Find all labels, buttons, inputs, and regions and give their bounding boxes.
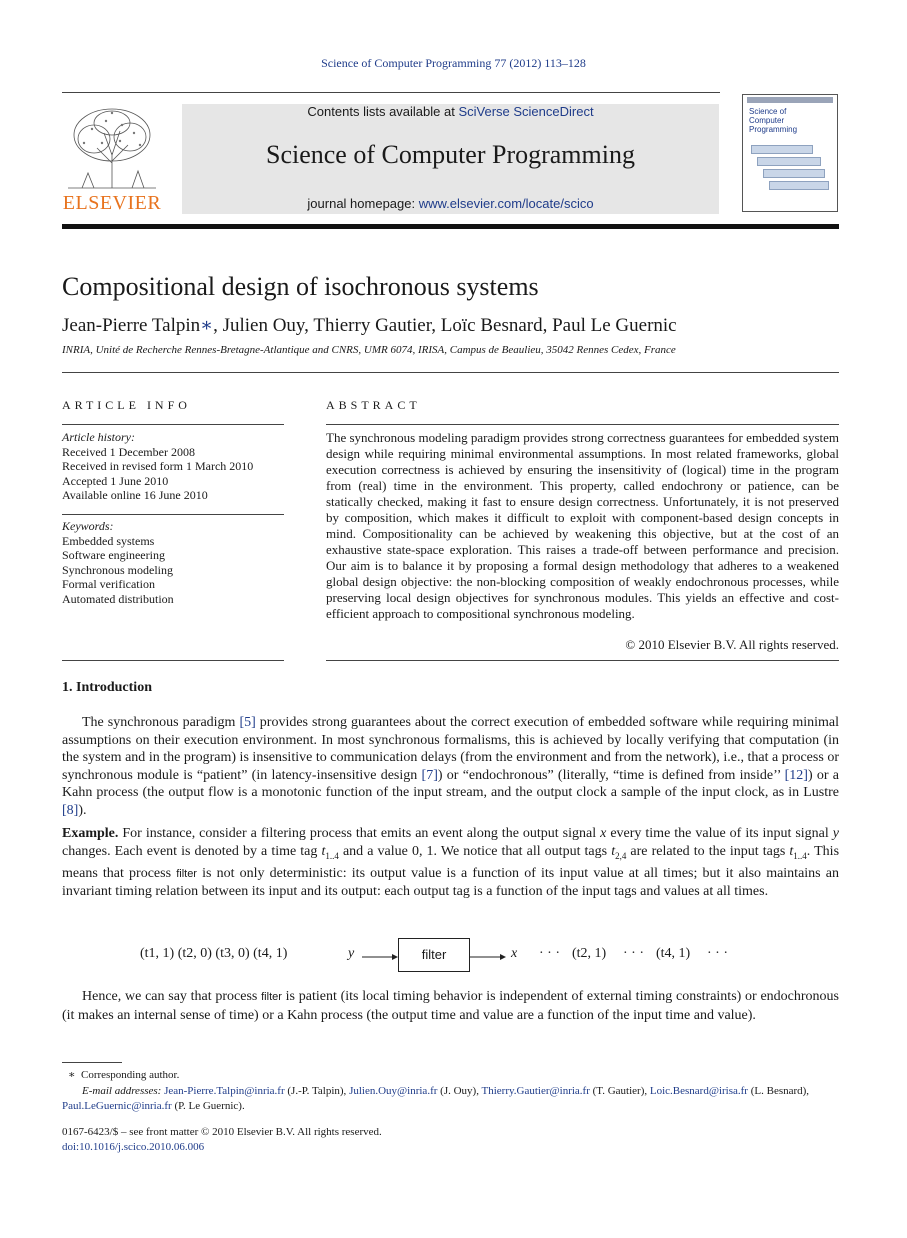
- email-owner: (L. Besnard),: [747, 1084, 810, 1097]
- abstract-heading: ABSTRACT: [326, 398, 421, 412]
- input-stream: (t1, 1) (t2, 0) (t3, 0) (t4, 1): [140, 946, 288, 961]
- example-label: Example.: [62, 826, 119, 841]
- keyword-item: Software engineering: [62, 548, 165, 562]
- arrow-right-icon: [362, 953, 398, 961]
- keyword-item: Automated distribution: [62, 591, 174, 606]
- cover-graphic: [757, 157, 821, 166]
- homepage-line: [182, 196, 719, 211]
- text-span: ).: [78, 802, 87, 818]
- citation-link[interactable]: [5]: [239, 715, 256, 730]
- text-span: are related to the input tags: [626, 843, 790, 859]
- author-first: Jean-Pierre Talpin: [62, 315, 201, 336]
- affiliation: INRIA, Unité de Recherche Rennes-Bretagne-Atlantique and CNRS, UMR 6074, IRISA, Campus de Beaulieu, 35042 Rennes Cedex, France: [62, 344, 676, 356]
- email-link[interactable]: Julien.Ouy@inria.fr: [349, 1084, 438, 1097]
- history-label: Article history:: [62, 430, 135, 444]
- output-event: (t2, 1): [572, 946, 607, 961]
- elsevier-wordmark: ELSEVIER: [62, 192, 162, 214]
- example-paragraph: [62, 825, 839, 901]
- email-label: E-mail addresses:: [82, 1084, 162, 1097]
- text-span: ) or “endochronous” (literally, “time is defined from inside’’: [437, 767, 785, 783]
- contents-prefix: Contents lists available at: [307, 104, 459, 119]
- filter-diagram: [62, 935, 839, 975]
- cover-graphic: [763, 169, 825, 178]
- math-var: t: [789, 843, 794, 859]
- section-heading: 1. Introduction: [62, 680, 152, 695]
- article-info-bottom-rule: [62, 660, 284, 661]
- front-matter: [62, 1125, 382, 1155]
- text-span: is patient (its local timing behavior is independent of external timing constraints) or endochronous (it makes an internal sense of time) or a Kahn process (the output time and value are a function of the input time and value).: [62, 989, 839, 1023]
- journal-banner: [182, 104, 719, 214]
- tree-icon: [62, 103, 162, 193]
- email-link[interactable]: Thierry.Gautier@inria.fr: [481, 1084, 590, 1097]
- text-span: The synchronous paradigm: [82, 715, 240, 730]
- cover-graphic: [769, 181, 829, 190]
- journal-title: Science of Computer Programming: [266, 140, 635, 169]
- title-rule: [62, 372, 839, 373]
- article-title: Compositional design of isochronous systems: [62, 272, 539, 301]
- math-var: x: [600, 826, 607, 841]
- math-subscript: 1..4: [793, 850, 807, 861]
- citation-link[interactable]: [8]: [62, 802, 79, 818]
- text-span: . This means that process: [62, 843, 840, 881]
- masthead-rule: [62, 92, 720, 93]
- author-list: [62, 314, 677, 337]
- sciencedirect-link[interactable]: SciVerse ScienceDirect: [458, 104, 594, 119]
- ellipsis: · · ·: [539, 946, 560, 961]
- footnote-star: ∗: [68, 1069, 76, 1081]
- ellipsis: · · ·: [623, 946, 644, 961]
- footnote-rule: [62, 1062, 122, 1063]
- abstract-copyright: © 2010 Elsevier B.V. All rights reserved.: [625, 637, 839, 652]
- issn-line: 0167-6423/$ – see front matter © 2010 Elsevier B.V. All rights reserved.: [62, 1126, 382, 1138]
- email-link[interactable]: Jean-Pierre.Talpin@inria.fr: [164, 1084, 285, 1097]
- filter-box: filter: [398, 938, 470, 972]
- journal-reference[interactable]: Science of Computer Programming 77 (2012) 113–128: [321, 56, 586, 70]
- abstract-text: The synchronous modeling paradigm provides strong correctness guarantees for embedded system design while requiring minimal environmental assumptions. In most related frameworks, global execution correctness is achieved by ensuring the insensitivity of (logical) time in the program from (real) time in the environment. This property, called endochrony or patience, can be statically checked, making it fast to ensure design correctness. Unfortunately, it is not preserved by composition, which makes it difficult to exploit with component-based design concepts in mind. Compositionality can be achieved by weakening this objective, but at the cost of an exhaustive state-space exploration. This raises a trade-off between performance and precision. Our aim is to balance it by proposing a formal design methodology that adheres to a weakened global design objective: the non-blocking composition of weakly endochronous processes, while preserving local design objectives for synchronous modules. This yields an effective and cost-efficient approach to compositional synchronous modeling.: [326, 430, 839, 621]
- corresponding-note: Corresponding author.: [80, 1069, 180, 1081]
- arrow-right-icon: [470, 953, 506, 961]
- cover-top-bar: [747, 97, 833, 103]
- text-span: and a value 0, 1. We notice that all output tags: [338, 843, 612, 859]
- text-span: ) or a Kahn process (the output flow is a monotonic function of the input stream, and the output clock a sample of the input clock, as in Lustre: [62, 767, 839, 800]
- text-span: changes. Each event is denoted by a time tag: [62, 843, 322, 859]
- keyword-item: Embedded systems: [62, 533, 155, 548]
- history-item: Available online 16 June 2010: [62, 488, 208, 502]
- article-info-rule: [62, 424, 284, 425]
- text-span: For instance, consider a filtering process that emits an event along the output signal: [118, 826, 601, 841]
- article-history: [62, 430, 284, 503]
- email-link[interactable]: Loic.Besnard@irisa.fr: [649, 1084, 748, 1097]
- contents-line: [182, 104, 719, 119]
- keyword-item: Formal verification: [62, 577, 155, 591]
- text-span: every time the value of its input signal: [606, 826, 833, 841]
- cover-title: Science of Computer Programming: [749, 107, 798, 134]
- homepage-prefix: journal homepage:: [307, 196, 419, 211]
- author-rest: , Julien Ouy, Thierry Gautier, Loïc Besnard, Paul Le Guernic: [213, 315, 677, 336]
- text-span: provides strong guarantees about the correct execution of embedded software while requiring minimal assumptions on their execution environment. In most synchronous formalisms, this is achieved by locally verifying that computation (in the system and in the program) is insensitive to communication delays (from the environment and from the network), i.e., that a process or synchronous module is “patient” (in latency-insensitive design: [62, 715, 839, 783]
- cover-graphic: [751, 145, 813, 154]
- citation-link[interactable]: [12]: [784, 767, 808, 783]
- code-term: filter: [176, 867, 197, 880]
- journal-cover-thumbnail[interactable]: [742, 94, 838, 212]
- email-owner: (P. Le Guernic).: [171, 1100, 245, 1112]
- output-event: (t4, 1): [656, 946, 691, 961]
- math-var: t: [611, 843, 616, 859]
- abstract-bottom-rule: [326, 660, 839, 661]
- elsevier-logo[interactable]: [62, 103, 162, 215]
- history-item: Received 1 December 2008: [62, 444, 195, 459]
- keywords: [62, 519, 284, 606]
- output-signal-label: x: [511, 946, 518, 961]
- email-owner: (J.-P. Talpin),: [284, 1084, 350, 1097]
- keywords-rule: [62, 514, 284, 515]
- footnotes: [62, 1068, 839, 1115]
- email-link[interactable]: Paul.LeGuernic@inria.fr: [62, 1100, 172, 1112]
- math-var: t: [321, 843, 326, 859]
- code-term: filter: [261, 991, 282, 1003]
- email-owner: (J. Ouy),: [437, 1084, 482, 1097]
- history-item: Received in revised form 1 March 2010: [62, 459, 254, 473]
- text-span: Hence, we can say that process: [82, 989, 262, 1004]
- doi-link[interactable]: doi:10.1016/j.scico.2010.06.006: [62, 1141, 205, 1153]
- article-info-heading: ARTICLE INFO: [62, 398, 191, 412]
- intro-paragraph: [62, 714, 839, 819]
- corresponding-author-marker[interactable]: ∗: [200, 315, 214, 336]
- header-thick-rule: [62, 224, 839, 229]
- text-span: is not only deterministic: its output value is a function of its input value at all times; but it also maintains an invariant timing relation between its input and its output: each output tag is a function of the input tags and values at all times.: [62, 865, 839, 900]
- email-owner: (T. Gautier),: [589, 1084, 650, 1097]
- homepage-link[interactable]: www.elsevier.com/locate/scico: [418, 196, 594, 211]
- citation-link[interactable]: [7]: [421, 767, 438, 783]
- ellipsis: · · ·: [707, 946, 728, 961]
- keyword-item: Synchronous modeling: [62, 562, 173, 577]
- abstract-rule: [326, 424, 839, 425]
- math-subscript: 2,4: [615, 850, 627, 861]
- math-var: y: [832, 826, 839, 841]
- math-subscript: 1..4: [325, 850, 339, 861]
- history-item: Accepted 1 June 2010: [62, 473, 169, 488]
- keywords-label: Keywords:: [62, 519, 114, 533]
- input-signal-label: y: [348, 946, 355, 961]
- conclusion-paragraph: [62, 988, 839, 1024]
